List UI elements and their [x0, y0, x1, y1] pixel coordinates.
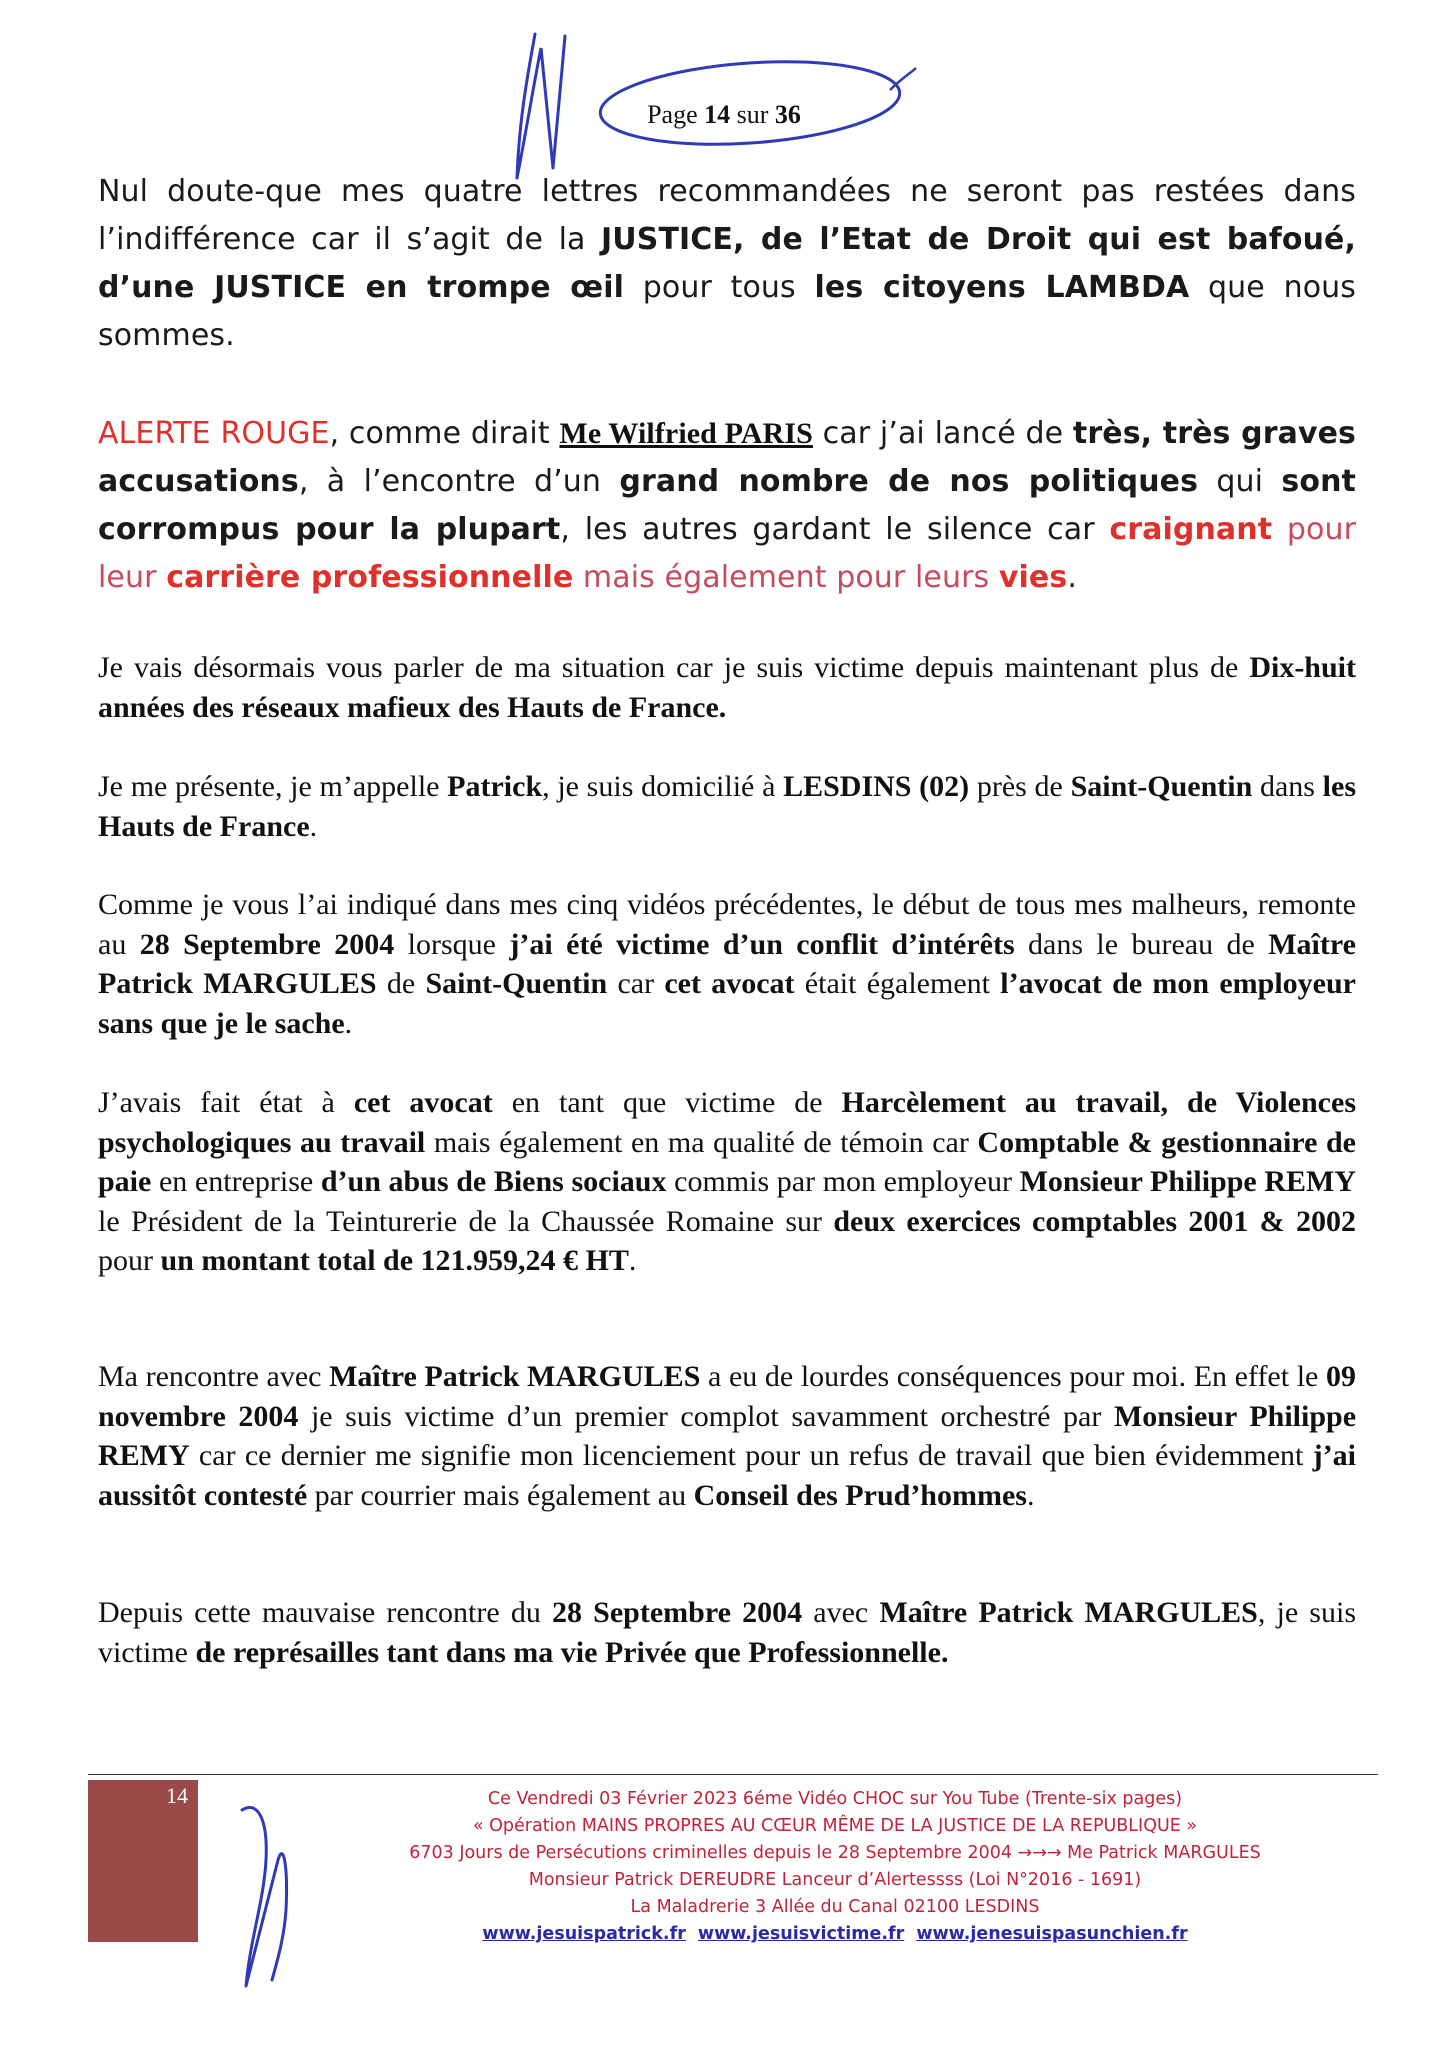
p2-text-6: . [1067, 560, 1077, 595]
p7-bold-2: 09 novembre 2004 [98, 1360, 1356, 1433]
p7-bold-5: Conseil des Prud’hommes [693, 1478, 1027, 1512]
footer-divider [88, 1774, 1378, 1775]
p5-text-6: était également [794, 967, 1001, 1000]
p5-bold-4: Saint-Quentin [425, 967, 608, 1000]
p1-bold-1: JUSTICE, de l’Etat de Droit qui est bafoué, d’une JUSTICE en trompe œil [98, 222, 1356, 305]
p7-text-3: je suis victime d’un premier complot savamment orchestré par [298, 1399, 1114, 1433]
p2-text-1: , comme dirait [329, 416, 560, 451]
page-number: 14 [704, 100, 731, 129]
p7-text-4: car ce dernier me signifie mon licenciement pour un refus de travail que bien évidemment [189, 1439, 1313, 1472]
page-header [0, 100, 1448, 130]
paragraph-6 [98, 1083, 1356, 1281]
p8-text-1: Depuis cette mauvaise rencontre du [98, 1596, 553, 1629]
p6-text-7: pour [98, 1244, 161, 1277]
of-label: sur [736, 100, 769, 129]
p2-text-2: car j’ai lancé de [812, 416, 1073, 451]
p4-text-1: Je me présente, je m’appelle [98, 770, 448, 803]
p7-bold-3: Monsieur Philippe REMY [98, 1399, 1357, 1472]
p7-text-1: Ma rencontre avec [98, 1360, 330, 1393]
p5-bold-1: 28 Septembre 2004 [139, 927, 395, 961]
p1-text-3: que nous sommes. [98, 270, 1356, 353]
p2-text-5: , les autres gardant le silence car [560, 512, 1110, 547]
p5-bold-2: j’ai été victime d’un conflit d’intérêts [509, 927, 1015, 961]
p2-red-2: carrière professionnelle [166, 560, 574, 595]
p6-bold-1: cet avocat [353, 1086, 493, 1119]
p6-bold-6: deux exercices comptables 2001 & 2002 [833, 1204, 1356, 1238]
paragraph-3 [98, 648, 1356, 727]
p6-bold-4: d’un abus de Biens sociaux [320, 1165, 667, 1198]
p5-text-1: Comme je vous l’ai indiqué dans mes cinq vidéos précédentes, le début de tous mes malheurs, remonte au [98, 888, 1356, 961]
p8-bold-3: de représailles tant dans ma vie Privée que Professionnelle. [195, 1635, 949, 1669]
p8-text-3: , je suis victime [98, 1596, 1356, 1669]
p8-text-2: avec [802, 1596, 880, 1629]
link-jesuispatrick[interactable]: www.jesuispatrick.fr [482, 1924, 686, 1944]
p7-bold-4: j’ai aussitôt contesté [98, 1439, 1356, 1512]
p3-text-1: Je vais désormais vous parler de ma situation car je suis victime depuis maintenant plus de [98, 651, 1250, 684]
p6-bold-7: un montant total de 121.959,24 € HT [160, 1244, 629, 1277]
p6-bold-2: Harcèlement au travail, de Violences psychologiques au travail [98, 1086, 1356, 1159]
p5-bold-6: l’avocat de mon employeur sans que je le sache [98, 967, 1356, 1040]
paragraph-5 [98, 885, 1356, 1043]
footer-links [300, 1921, 1370, 1948]
paragraph-1 [98, 168, 1356, 360]
p5-text-2: lorsque [394, 927, 510, 961]
p4-bold-2: LESDINS (02) [783, 770, 970, 803]
p7-text-6: . [1026, 1478, 1035, 1512]
p1-text-2: pour tous [624, 270, 815, 305]
p2-name: Me Wilfried PARIS [559, 417, 813, 450]
p5-bold-5: cet avocat [664, 967, 795, 1000]
p4-bold-3: Saint-Quentin [1070, 770, 1253, 803]
p2-red-3: vies [998, 560, 1068, 595]
paragraph-8 [98, 1593, 1356, 1672]
p4-text-5: . [309, 809, 318, 843]
p5-text-7: . [344, 1006, 353, 1040]
page-label: Page [647, 100, 698, 129]
p1-text-1: Nul doute-que mes quatre lettres recommandées ne seront pas restées dans l’indifférence car il s’agit de la [98, 174, 1356, 257]
alert-rouge: ALERTE ROUGE [98, 416, 330, 451]
p2-pink-2: mais également pour leurs [573, 560, 999, 595]
p6-bold-5: Monsieur Philippe REMY [1019, 1165, 1356, 1198]
p6-text-4: en entreprise [151, 1165, 321, 1198]
p5-text-5: car [607, 967, 665, 1000]
footer-line-3: 6703 Jours de Persécutions criminelles depuis le 28 Septembre 2004 →→→ Me Patrick MARGULES [409, 1843, 1261, 1863]
p8-bold-2: Maître Patrick MARGULES [879, 1596, 1258, 1629]
footer-line-4: Monsieur Patrick DEREUDRE Lanceur d’Alertessss (Loi N°2016 - 1691) [528, 1870, 1142, 1890]
p1-bold-2: les citoyens LAMBDA [814, 270, 1190, 305]
p6-text-8: . [628, 1244, 637, 1277]
p2-bold-1: très, très graves accusations [98, 416, 1357, 499]
p4-text-2: , je suis domicilié à [542, 770, 784, 803]
p6-bold-3: Comptable & gestionnaire de paie [98, 1125, 1356, 1198]
p4-bold-4: les Hauts de France [98, 770, 1356, 843]
footer-line-2: « Opération MAINS PROPRES AU CŒUR MÊME DE LA JUSTICE DE LA REPUBLIQUE » [472, 1816, 1198, 1836]
p6-text-2: en tant que victime de [492, 1086, 842, 1119]
p4-text-3: près de [969, 770, 1071, 803]
p2-pink-1: pour leur [98, 512, 1357, 595]
paragraph-4 [98, 767, 1356, 846]
footer-text [300, 1786, 1370, 1948]
p7-bold-1: Maître Patrick MARGULES [329, 1360, 701, 1393]
paragraph-2 [98, 410, 1356, 602]
footer-page-number: 14 [166, 1783, 188, 1808]
p2-red-1: craignant [1109, 512, 1273, 547]
p4-bold-1: Patrick [447, 770, 543, 803]
p8-bold-1: 28 Septembre 2004 [552, 1596, 803, 1629]
p7-text-2: a eu de lourdes conséquences pour moi. En effet le [700, 1360, 1326, 1393]
total-pages: 36 [774, 100, 801, 129]
p2-bold-3: sont corrompus pour la plupart [98, 464, 1356, 547]
footer-line-5: La Maladrerie 3 Allée du Canal 02100 LESDINS [630, 1897, 1040, 1917]
link-jesuisvictime[interactable]: www.jesuisvictime.fr [697, 1924, 905, 1944]
p6-text-6: le Président de la Teinturerie de la Chaussée Romaine sur [98, 1204, 834, 1238]
p5-bold-3: Maître Patrick MARGULES [98, 927, 1356, 1000]
handwritten-initials-footer [228, 1790, 298, 1990]
p2-text-4: qui [1198, 464, 1282, 499]
p3-bold-1: Dix-huit années des réseaux mafieux des Hauts de France. [98, 651, 1356, 724]
p4-text-4: dans [1252, 770, 1323, 803]
footer-line-1: Ce Vendredi 03 Février 2023 6éme Vidéo CHOC sur You Tube (Trente-six pages) [487, 1789, 1183, 1809]
p6-text-1: J’avais fait état à [98, 1086, 354, 1119]
p6-text-3: mais également en ma qualité de témoin car [425, 1125, 978, 1159]
paragraph-7 [98, 1357, 1356, 1515]
p6-text-5: commis par mon employeur [666, 1165, 1020, 1198]
p2-text-3: , à l’encontre d’un [298, 464, 620, 499]
p2-bold-2: grand nombre de nos politiques [619, 464, 1199, 499]
p5-text-4: de [376, 967, 426, 1000]
link-jenesuispasunchien[interactable]: www.jenesuispasunchien.fr [916, 1924, 1188, 1944]
p5-text-3: dans le bureau de [1014, 927, 1269, 961]
p7-text-5: par courrier mais également au [307, 1478, 694, 1512]
